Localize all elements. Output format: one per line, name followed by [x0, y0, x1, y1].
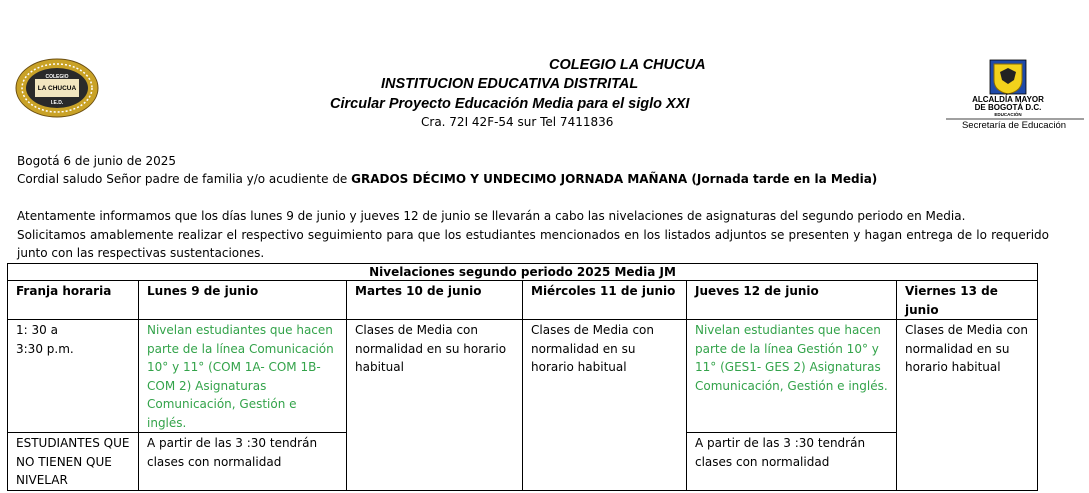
logo-left-line3: I.E.D. — [50, 100, 64, 106]
cell-tuesday: Clases de Media con normalidad en su horario habitual — [347, 320, 523, 491]
cell-no-leveling-label: ESTUDIANTES QUE NO TIENEN QUE NIVELAR — [8, 433, 139, 491]
time-slot-line-2: 3:30 p.m. — [16, 341, 74, 356]
header-time-slot: Franja horaria — [8, 281, 139, 320]
logo-left-line2: LA CHUCUA — [37, 85, 77, 92]
table-header-row — [8, 281, 1038, 320]
cell-monday-leveling: Nivelan estudiantes que hacen parte de la línea Comunicación 10° y 11° (COM 1A- COM 1B-COM 2) Asignaturas Comunicación, Gestión e inglés. — [139, 320, 347, 433]
header-monday: Lunes 9 de junio — [139, 281, 347, 320]
table-title-row — [8, 264, 1038, 281]
cell-thursday-leveling: Nivelan estudiantes que hacen parte de la línea Gestión 10° y 11° (GES1- GES 2) Asignaturas Comunicación, Gestión e inglés. — [687, 320, 897, 433]
letter-paragraph-2: Solicitamos amablemente realizar el respectivo seguimiento para que los estudiantes mencionados en los listados adjuntos se presenten y hagan entrega de lo requerido junto con las respectivas sustentaciones. — [17, 228, 1049, 260]
header-wednesday: Miércoles 11 de junio — [523, 281, 687, 320]
logo-right-line2: DE BOGOTÁ D.C. — [974, 103, 1042, 112]
institution-name: INSTITUCION EDUCATIVA DISTRITAL — [381, 76, 639, 92]
greeting-grades: GRADOS DÉCIMO Y UNDECIMO JORNADA MAÑANA (Jornada tarde en la Media) — [351, 172, 878, 186]
letter-paragraph-1: Atentamente informamos que los días lunes 9 de junio y jueves 12 de junio se llevarán a cabo las nivelaciones de asignaturas del segundo periodo en Media. — [17, 209, 966, 223]
cell-monday-normal: A partir de las 3 :30 tendrán clases con normalidad — [139, 433, 347, 491]
cell-thursday-normal: A partir de las 3 :30 tendrán clases con normalidad — [687, 433, 897, 491]
letter-greeting — [17, 170, 877, 188]
school-address: Cra. 72I 42F-54 sur Tel 7411836 — [421, 115, 614, 129]
alcaldia-logo — [944, 58, 1086, 132]
greeting-text: Cordial saludo Señor padre de familia y/o acudiente de — [17, 172, 352, 186]
school-logo — [15, 58, 99, 118]
cell-friday: Clases de Media con normalidad en su horario habitual — [897, 320, 1038, 491]
header-tuesday: Martes 10 de junio — [347, 281, 523, 320]
cell-wednesday: Clases de Media con normalidad en su horario habitual — [523, 320, 687, 491]
circular-title: Circular Proyecto Educación Media para el siglo XXI — [330, 96, 690, 112]
logo-right-line4: Secretaría de Educación — [961, 120, 1067, 131]
time-slot-line-1: 1: 30 a — [16, 323, 58, 337]
table-row — [8, 320, 1038, 433]
cell-time-slot — [8, 320, 139, 433]
letter-date: Bogotá 6 de junio de 2025 — [17, 154, 177, 168]
logo-left-line1: COLEGIO — [45, 74, 69, 80]
table-title: Nivelaciones segundo periodo 2025 Media JM — [8, 264, 1038, 281]
school-name: COLEGIO LA CHUCUA — [549, 57, 706, 73]
header-friday: Viernes 13 de junio — [897, 281, 1038, 320]
logo-right-line3: EDUCACIÓN — [994, 112, 1022, 117]
header-thursday: Jueves 12 de junio — [687, 281, 897, 320]
logo-right-line1: ALCALDÍA MAYOR — [972, 95, 1044, 104]
leveling-schedule-table — [7, 263, 1038, 491]
